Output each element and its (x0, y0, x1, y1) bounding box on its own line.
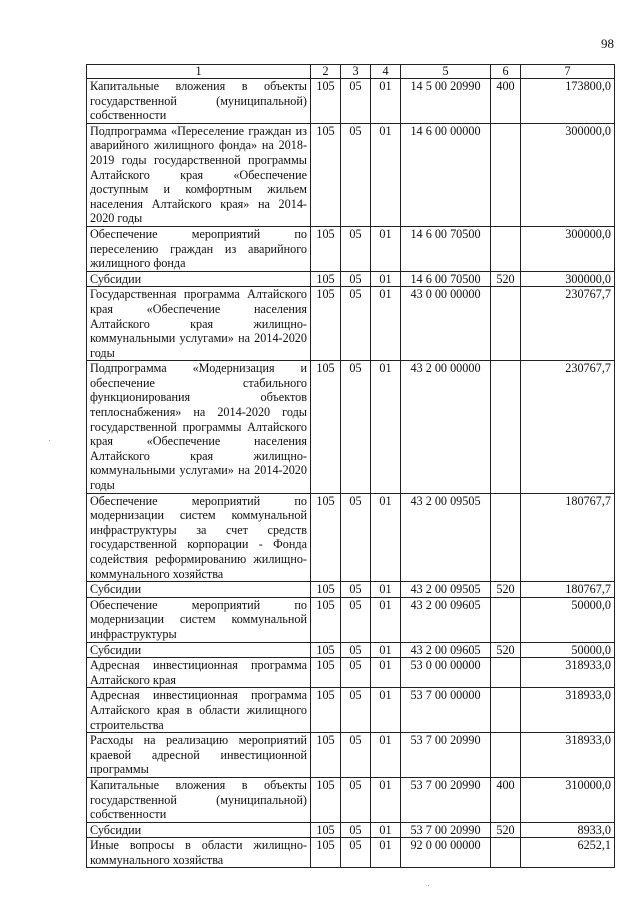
header-cell: 1 (87, 65, 311, 79)
expense-name: Обеспечение мероприятий по модернизации систем коммунальной инфраструктуры за счет средств государственной корпорации - Фонда содействия реформированию жилищно-коммунального хозяйства (87, 493, 311, 582)
expense-type-code: 400 (491, 79, 521, 124)
ministry-code: 105 (311, 658, 341, 688)
table-row (87, 493, 615, 582)
table-row (87, 271, 615, 287)
expense-name: Иные вопросы в области жилищно-коммунального хозяйства (87, 838, 311, 868)
header-cell: 3 (341, 65, 371, 79)
subsection-code: 01 (371, 79, 401, 124)
table-row (87, 582, 615, 598)
ministry-code: 105 (311, 582, 341, 598)
subsection-code: 01 (371, 582, 401, 598)
target-article-code: 43 2 00 09605 (401, 597, 491, 642)
amount: 50000,0 (521, 642, 615, 658)
expense-type-code (491, 597, 521, 642)
table-row (87, 597, 615, 642)
subsection-code: 01 (371, 271, 401, 287)
target-article-code: 14 5 00 20990 (401, 79, 491, 124)
amount: 180767,7 (521, 493, 615, 582)
section-code: 05 (341, 226, 371, 271)
subsection-code: 01 (371, 226, 401, 271)
table-row (87, 688, 615, 733)
amount: 318933,0 (521, 658, 615, 688)
subsection-code: 01 (371, 822, 401, 838)
section-code: 05 (341, 688, 371, 733)
ministry-code: 105 (311, 838, 341, 868)
target-article-code: 14 6 00 00000 (401, 123, 491, 226)
header-cell: 5 (401, 65, 491, 79)
page-number: 98 (601, 36, 614, 51)
subsection-code: 01 (371, 361, 401, 493)
expense-type-code (491, 688, 521, 733)
section-code: 05 (341, 361, 371, 493)
section-code: 05 (341, 658, 371, 688)
expense-name: Государственная программа Алтайского края «Обеспечение населения Алтайского края жилищно-коммунальными услугами» на 2014-2020 годы (87, 287, 311, 361)
ministry-code: 105 (311, 688, 341, 733)
expense-name: Адресная инвестиционная программа Алтайского края (87, 658, 311, 688)
expense-name: Адресная инвестиционная программа Алтайского края в области жилищного строительства (87, 688, 311, 733)
ministry-code: 105 (311, 226, 341, 271)
expense-type-code (491, 123, 521, 226)
section-code: 05 (341, 642, 371, 658)
header-row (87, 65, 615, 79)
amount: 300000,0 (521, 271, 615, 287)
table-row (87, 733, 615, 778)
section-code: 05 (341, 493, 371, 582)
subsection-code: 01 (371, 287, 401, 361)
scan-speck (428, 885, 429, 886)
table-row (87, 123, 615, 226)
amount: 6252,1 (521, 838, 615, 868)
subsection-code: 01 (371, 733, 401, 778)
subsection-code: 01 (371, 123, 401, 226)
ministry-code: 105 (311, 777, 341, 822)
expense-type-code: 520 (491, 642, 521, 658)
table-row (87, 79, 615, 124)
subsection-code: 01 (371, 493, 401, 582)
expense-type-code (491, 287, 521, 361)
ministry-code: 105 (311, 822, 341, 838)
header-cell: 7 (521, 65, 615, 79)
target-article-code: 14 6 00 70500 (401, 271, 491, 287)
amount: 230767,7 (521, 287, 615, 361)
ministry-code: 105 (311, 597, 341, 642)
target-article-code: 43 2 00 09505 (401, 493, 491, 582)
ministry-code: 105 (311, 733, 341, 778)
ministry-code: 105 (311, 271, 341, 287)
amount: 310000,0 (521, 777, 615, 822)
section-code: 05 (341, 822, 371, 838)
table-body (87, 79, 615, 868)
target-article-code: 53 0 00 00000 (401, 658, 491, 688)
section-code: 05 (341, 597, 371, 642)
amount: 300000,0 (521, 226, 615, 271)
section-code: 05 (341, 123, 371, 226)
ministry-code: 105 (311, 361, 341, 493)
section-code: 05 (341, 733, 371, 778)
table-row (87, 226, 615, 271)
subsection-code: 01 (371, 838, 401, 868)
expense-name: Капитальные вложения в объекты государственной (муниципальной) собственности (87, 79, 311, 124)
target-article-code: 14 6 00 70500 (401, 226, 491, 271)
expense-name: Расходы на реализацию мероприятий краевой адресной инвестиционной программы (87, 733, 311, 778)
expense-name: Субсидии (87, 271, 311, 287)
subsection-code: 01 (371, 597, 401, 642)
table-row (87, 287, 615, 361)
expense-type-code: 520 (491, 822, 521, 838)
budget-table (86, 64, 615, 868)
subsection-code: 01 (371, 642, 401, 658)
target-article-code: 43 2 00 09605 (401, 642, 491, 658)
amount: 180767,7 (521, 582, 615, 598)
amount: 173800,0 (521, 79, 615, 124)
section-code: 05 (341, 777, 371, 822)
expense-type-code (491, 733, 521, 778)
expense-type-code (491, 226, 521, 271)
scan-speck (49, 440, 50, 441)
target-article-code: 53 7 00 20990 (401, 733, 491, 778)
amount: 50000,0 (521, 597, 615, 642)
expense-name: Подпрограмма «Переселение граждан из аварийного жилищного фонда» на 2018-2019 годы государственной программы Алтайского края «Обеспечение доступным и комфортным жильем населения Алтайского края» на 2014-2020 годы (87, 123, 311, 226)
expense-name: Капитальные вложения в объекты государственной (муниципальной) собственности (87, 777, 311, 822)
subsection-code: 01 (371, 658, 401, 688)
expense-type-code (491, 493, 521, 582)
ministry-code: 105 (311, 79, 341, 124)
ministry-code: 105 (311, 287, 341, 361)
amount: 318933,0 (521, 733, 615, 778)
expense-type-code (491, 838, 521, 868)
table-row (87, 838, 615, 868)
section-code: 05 (341, 79, 371, 124)
header-cell: 6 (491, 65, 521, 79)
amount: 300000,0 (521, 123, 615, 226)
section-code: 05 (341, 271, 371, 287)
ministry-code: 105 (311, 123, 341, 226)
amount: 318933,0 (521, 688, 615, 733)
table-row (87, 642, 615, 658)
table-row (87, 822, 615, 838)
target-article-code: 53 7 00 00000 (401, 688, 491, 733)
expense-name: Субсидии (87, 822, 311, 838)
table-header (87, 65, 615, 79)
target-article-code: 92 0 00 00000 (401, 838, 491, 868)
target-article-code: 43 2 00 09505 (401, 582, 491, 598)
expense-type-code: 520 (491, 271, 521, 287)
expense-name: Подпрограмма «Модернизация и обеспечение стабильного функционирования объектов теплоснабжения» на 2014-2020 годы государственной программы Алтайского края «Обеспечение населения Алтайского края жилищно-коммунальными услугами» на 2014-2020 годы (87, 361, 311, 493)
target-article-code: 53 7 00 20990 (401, 822, 491, 838)
table-row (87, 658, 615, 688)
expense-name: Субсидии (87, 582, 311, 598)
expense-type-code (491, 658, 521, 688)
target-article-code: 43 2 00 00000 (401, 361, 491, 493)
amount: 8933,0 (521, 822, 615, 838)
ministry-code: 105 (311, 493, 341, 582)
target-article-code: 53 7 00 20990 (401, 777, 491, 822)
expense-type-code (491, 361, 521, 493)
target-article-code: 43 0 00 00000 (401, 287, 491, 361)
section-code: 05 (341, 582, 371, 598)
header-cell: 4 (371, 65, 401, 79)
expense-type-code: 400 (491, 777, 521, 822)
table-row (87, 777, 615, 822)
expense-type-code: 520 (491, 582, 521, 598)
expense-name: Обеспечение мероприятий по переселению граждан из аварийного жилищного фонда (87, 226, 311, 271)
subsection-code: 01 (371, 777, 401, 822)
expense-name: Обеспечение мероприятий по модернизации систем коммунальной инфраструктуры (87, 597, 311, 642)
subsection-code: 01 (371, 688, 401, 733)
section-code: 05 (341, 287, 371, 361)
section-code: 05 (341, 838, 371, 868)
amount: 230767,7 (521, 361, 615, 493)
table-row (87, 361, 615, 493)
ministry-code: 105 (311, 642, 341, 658)
header-cell: 2 (311, 65, 341, 79)
expense-name: Субсидии (87, 642, 311, 658)
